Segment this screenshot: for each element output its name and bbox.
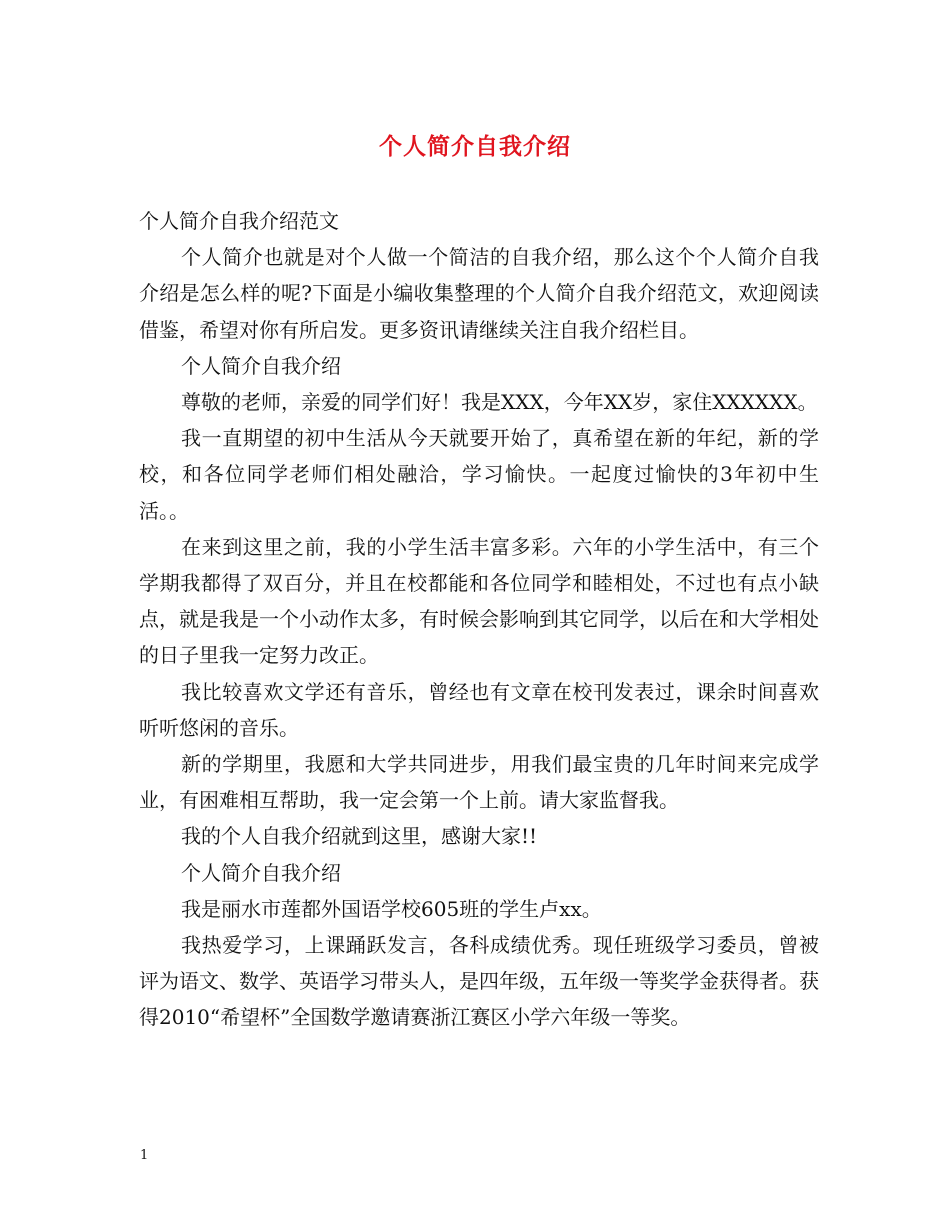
paragraph: 我一直期望的初中生活从今天就要开始了，真希望在新的年纪，新的学校，和各位同学老师们相处融洽，学习愉快。一起度过愉快的3年初中生活。。 <box>139 426 819 523</box>
paragraph: 我的个人自我介绍就到这里，感谢大家!! <box>181 824 538 849</box>
section-heading: 个人简介自我介绍 <box>181 860 341 885</box>
document-title: 个人简介自我介绍 <box>379 133 571 160</box>
paragraph: 尊敬的老师，亲爱的同学们好！我是XXX，今年XX岁，家住XXXXXX。 <box>181 390 818 415</box>
section-heading: 个人简介自我介绍 <box>181 353 341 378</box>
paragraph: 我是丽水市莲都外国语学校605班的学生卢xx。 <box>181 896 602 921</box>
paragraph-intro: 个人简介也就是对个人做一个简洁的自我介绍，那么这个个人简介自我介绍是怎么样的呢?下面是小编收集整理的个人简介自我介绍范文，欢迎阅读借鉴，希望对你有所启发。更多资讯请继续关注自我介绍栏目。 <box>139 245 819 342</box>
page-number: 1 <box>140 1148 149 1163</box>
paragraph-subtitle: 个人简介自我介绍范文 <box>139 209 339 233</box>
document-body <box>139 203 819 1036</box>
paragraph: 我热爱学习，上课踊跃发言，各科成绩优秀。现任班级学习委员，曾被评为语文、数学、英语学习带头人，是四年级，五年级一等奖学金获得者。获得2010“希望杯”全国数学邀请赛浙江赛区小学六年级一等奖。 <box>139 933 819 1030</box>
paragraph: 新的学期里，我愿和大学共同进步，用我们最宝贵的几年时间来完成学业，有困难相互帮助，我一定会第一个上前。请大家监督我。 <box>139 752 819 813</box>
paragraph: 我比较喜欢文学还有音乐，曾经也有文章在校刊发表过，课余时间喜欢听听悠闲的音乐。 <box>139 679 819 740</box>
paragraph: 在来到这里之前，我的小学生活丰富多彩。六年的小学生活中，有三个学期我都得了双百分，并且在校都能和各位同学和睦相处，不过也有点小缺点，就是我是一个小动作太多，有时候会影响到其它同学，以后在和大学相处的日子里我一定努力改正。 <box>139 534 819 668</box>
